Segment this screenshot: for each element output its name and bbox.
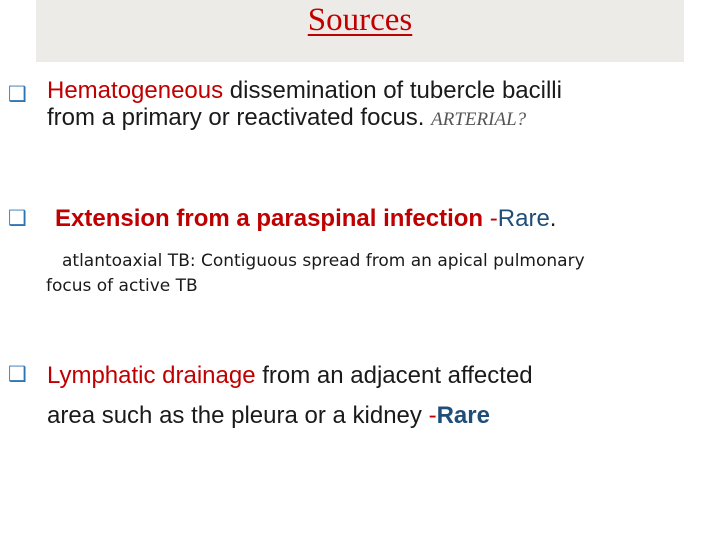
- bullet-period: .: [549, 205, 557, 232]
- bullet-text: dissemination of tubercle bacilli: [223, 77, 562, 104]
- bullet-lymphatic: [8, 356, 688, 436]
- rare-label: Rare: [436, 402, 490, 429]
- bullet-text-line2: area such as the pleura or a kidney: [47, 402, 429, 429]
- bullet-extension: [16, 205, 696, 232]
- checkbox-bullet-icon: ❑: [8, 206, 27, 230]
- bullet-lead: Hematogeneous: [47, 77, 224, 104]
- bullet-hematogeneous: [8, 77, 688, 133]
- checkbox-bullet-icon: ❑: [8, 82, 27, 106]
- checkbox-bullet-icon: ❑: [8, 362, 27, 386]
- bullet-lead: Extension from a paraspinal infection: [55, 205, 490, 232]
- bullet-dash: -: [428, 402, 437, 429]
- arterial-note: ARTERIAL?: [431, 109, 527, 130]
- subnote-line1: atlantoaxial TB: Contiguous spread from an apical pulmonary: [62, 251, 585, 271]
- title-band: [36, 0, 684, 62]
- rare-label: Rare: [497, 205, 550, 232]
- subnote-atlantoaxial: [46, 249, 686, 299]
- bullet-text-line2: from a primary or reactivated focus.: [47, 104, 432, 131]
- subnote-line2: focus of active TB: [46, 276, 198, 296]
- bullet-dash: -: [489, 205, 498, 232]
- slide-title: Sources: [307, 2, 413, 38]
- bullet-text: from an adjacent affected: [255, 362, 533, 389]
- bullet-lead: Lymphatic drainage: [47, 362, 256, 389]
